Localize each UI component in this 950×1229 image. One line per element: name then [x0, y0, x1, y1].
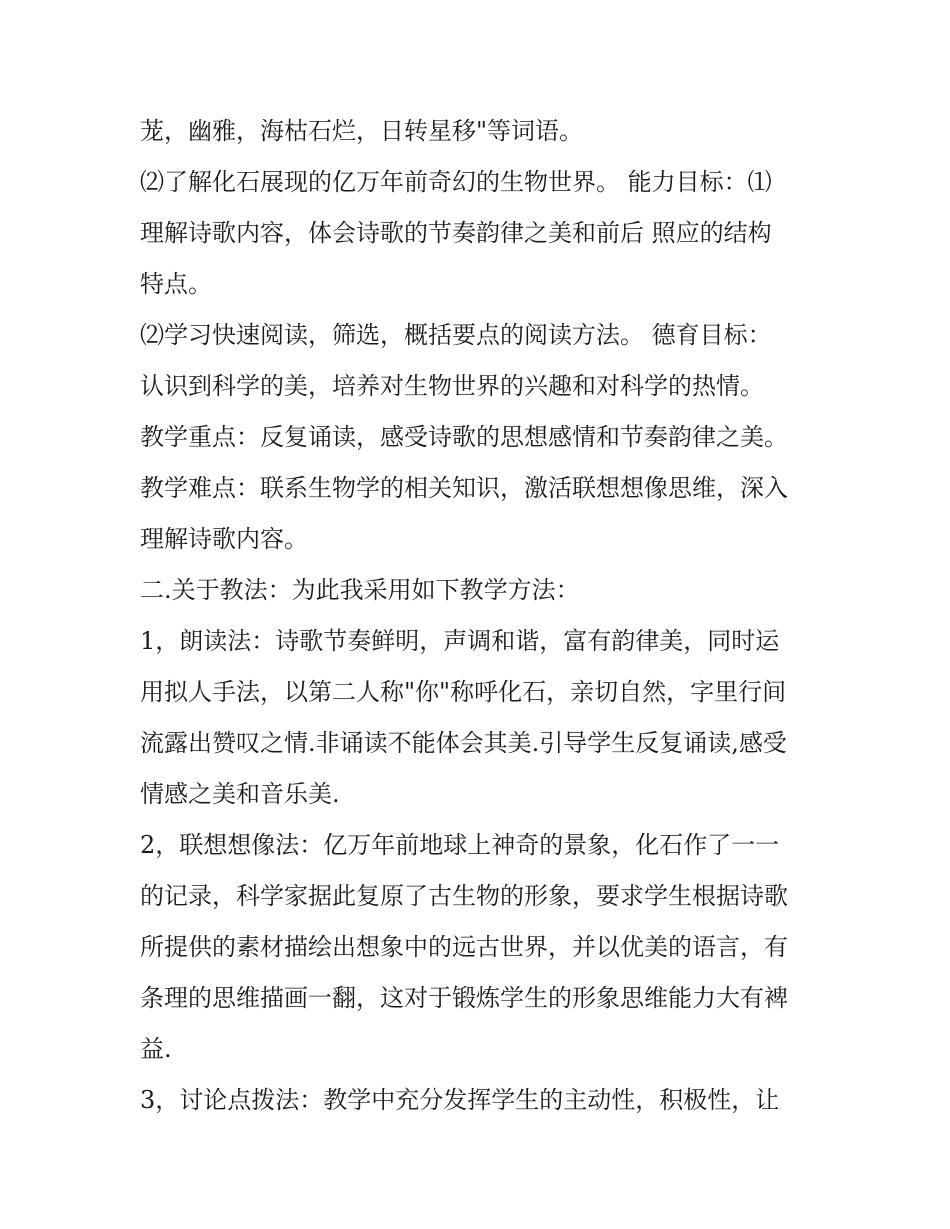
text-line: 3，讨论点拨法：教学中充分发挥学生的主动性，积极性，让 [140, 1086, 780, 1114]
text-line: 条理的思维描画一翻，这对于锻炼学生的形象思维能力大有裨 [140, 984, 788, 1012]
text-line: 的记录，科学家据此复原了古生物的形象，要求学生根据诗歌 [140, 882, 788, 910]
text-line: 用拟人手法，以第二人称"你"称呼化石，亲切自然，字里行间 [140, 678, 787, 706]
text-line: 茏，幽雅，海枯石烂，日转星移"等词语。 [140, 117, 584, 145]
text-line: 1，朗读法：诗歌节奏鲜明，声调和谐，富有韵律美，同时运 [140, 627, 780, 655]
text-line: ⑵学习快速阅读，筛选，概括要点的阅读方法。 德育目标： [140, 321, 772, 349]
text-line: 情感之美和音乐美. [140, 780, 340, 808]
text-line: 理解诗歌内容。 [140, 525, 308, 553]
text-line: 流露出赞叹之情.非诵读不能体会其美.引导学生反复诵读,感受 [140, 729, 787, 757]
body-text [140, 106, 820, 1126]
text-line: 教学难点：联系生物学的相关知识，激活联想想像思维，深入 [140, 474, 788, 502]
text-line: 2，联想想像法：亿万年前地球上神奇的景象，化石作了一一 [140, 831, 780, 859]
text-line: 理解诗歌内容，体会诗歌的节奏韵律之美和前后 照应的结构 [140, 219, 772, 247]
text-line: 特点。 [140, 270, 212, 298]
text-line: 认识到科学的美，培养对生物世界的兴趣和对科学的热情。 [140, 372, 764, 400]
text-line: 所提供的素材描绘出想象中的远古世界，并以优美的语言，有 [140, 933, 788, 961]
text-line: 教学重点：反复诵读，感受诗歌的思想感情和节奏韵律之美。 [140, 423, 788, 451]
text-line: ⑵了解化石展现的亿万年前奇幻的生物世界。 能力目标：⑴ [140, 168, 772, 196]
section-heading: 二.关于教法：为此我采用如下教学方法： [140, 576, 580, 604]
text-line: 益. [140, 1035, 172, 1063]
